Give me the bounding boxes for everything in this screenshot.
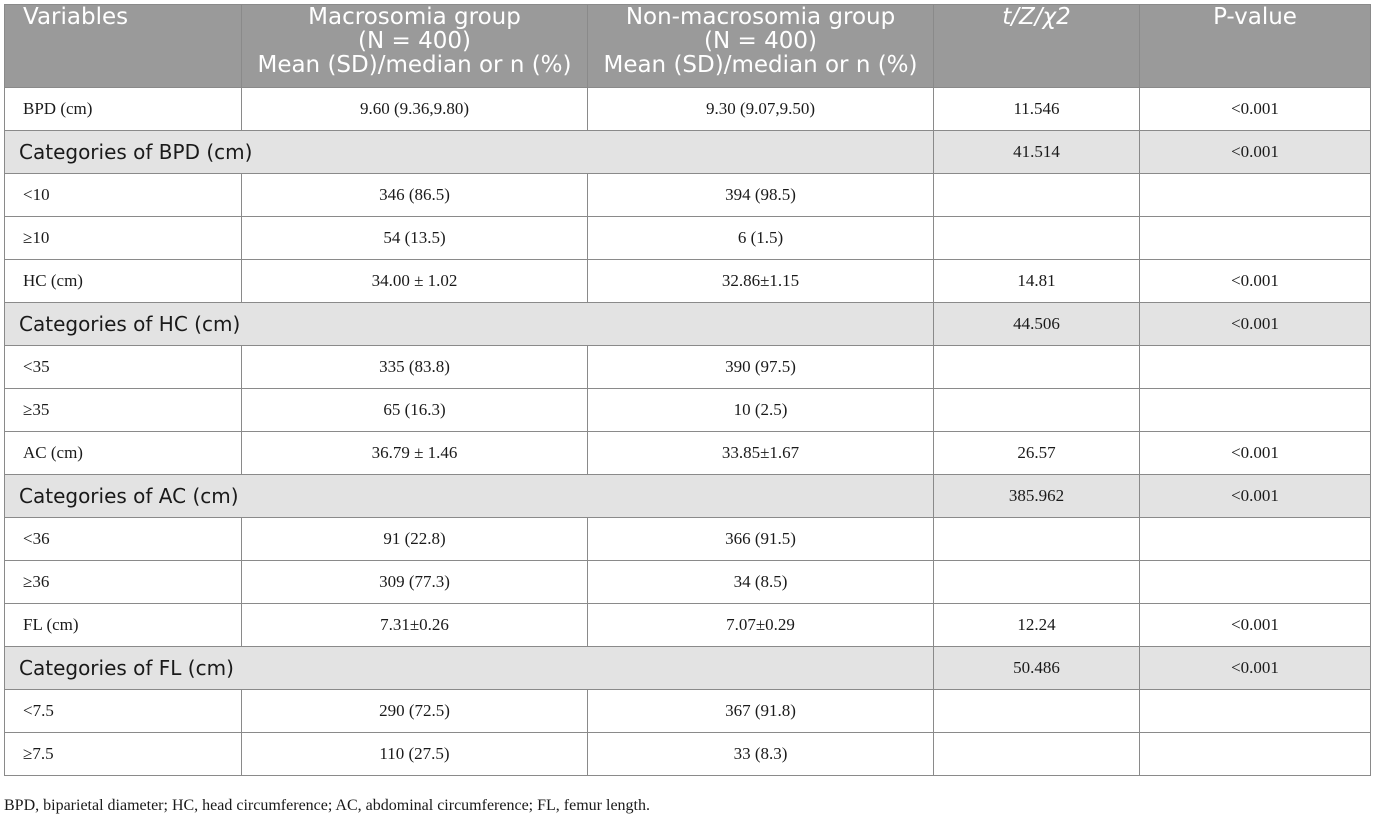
non-macrosomia-n: (N = 400)	[704, 28, 817, 54]
table-row	[5, 174, 1371, 217]
table-header	[5, 5, 1371, 88]
statistic-cell: 14.81	[934, 260, 1140, 303]
table-footnote: BPD, biparietal diameter; HC, head circumference; AC, abdominal circumference; FL, femur length.	[4, 797, 650, 814]
table-row	[5, 690, 1371, 733]
p-value-cell: <0.001	[1140, 604, 1371, 647]
non-macrosomia-cell: 9.30 (9.07,9.50)	[588, 88, 934, 131]
category-label: Categories of AC (cm)	[5, 475, 934, 518]
statistic-cell: 50.486	[934, 647, 1140, 690]
non-macrosomia-cell: 390 (97.5)	[588, 346, 934, 389]
p-value-cell	[1140, 690, 1371, 733]
macrosomia-cell: 309 (77.3)	[242, 561, 588, 604]
macrosomia-n: (N = 400)	[358, 28, 471, 54]
col-macrosomia-header	[242, 5, 588, 88]
non-macrosomia-desc: Mean (SD)/median or n (%)	[603, 52, 918, 78]
non-macrosomia-cell: 10 (2.5)	[588, 389, 934, 432]
category-label: Categories of FL (cm)	[5, 647, 934, 690]
non-macrosomia-cell: 32.86±1.15	[588, 260, 934, 303]
non-macrosomia-cell: 33 (8.3)	[588, 733, 934, 776]
macrosomia-cell: 34.00 ± 1.02	[242, 260, 588, 303]
table-row	[5, 432, 1371, 475]
statistic-cell	[934, 733, 1140, 776]
statistic-cell: 11.546	[934, 88, 1140, 131]
table-row	[5, 346, 1371, 389]
statistic-cell	[934, 518, 1140, 561]
row-label: <35	[5, 346, 242, 389]
row-label: FL (cm)	[5, 604, 242, 647]
macrosomia-desc: Mean (SD)/median or n (%)	[257, 52, 572, 78]
table-row	[5, 389, 1371, 432]
category-row	[5, 131, 1371, 174]
category-label: Categories of HC (cm)	[5, 303, 934, 346]
p-value-cell: <0.001	[1140, 432, 1371, 475]
row-label: ≥36	[5, 561, 242, 604]
row-label: HC (cm)	[5, 260, 242, 303]
non-macrosomia-cell: 366 (91.5)	[588, 518, 934, 561]
macrosomia-cell: 36.79 ± 1.46	[242, 432, 588, 475]
col-non-macrosomia-header	[588, 5, 934, 88]
p-value-cell	[1140, 174, 1371, 217]
statistic-cell	[934, 217, 1140, 260]
statistic-cell	[934, 174, 1140, 217]
row-label: ≥35	[5, 389, 242, 432]
macrosomia-cell: 9.60 (9.36,9.80)	[242, 88, 588, 131]
results-table	[4, 4, 1371, 776]
non-macrosomia-cell: 367 (91.8)	[588, 690, 934, 733]
p-value-cell: <0.001	[1140, 88, 1371, 131]
p-value-cell	[1140, 561, 1371, 604]
macrosomia-title: Macrosomia group	[308, 4, 521, 30]
non-macrosomia-title: Non-macrosomia group	[625, 4, 896, 30]
row-label: AC (cm)	[5, 432, 242, 475]
p-value-cell	[1140, 518, 1371, 561]
p-value-cell	[1140, 217, 1371, 260]
category-row	[5, 475, 1371, 518]
p-value-cell: <0.001	[1140, 260, 1371, 303]
row-label: <10	[5, 174, 242, 217]
table-row	[5, 260, 1371, 303]
category-row	[5, 647, 1371, 690]
non-macrosomia-cell: 7.07±0.29	[588, 604, 934, 647]
p-value-cell	[1140, 733, 1371, 776]
p-value-cell	[1140, 346, 1371, 389]
col-statistic-header	[934, 5, 1140, 88]
p-value-cell: <0.001	[1140, 303, 1371, 346]
row-label: <36	[5, 518, 242, 561]
statistic-cell: 41.514	[934, 131, 1140, 174]
p-value-cell: <0.001	[1140, 647, 1371, 690]
statistic-cell	[934, 346, 1140, 389]
statistic-header-text: t/Z/χ2	[1002, 4, 1071, 30]
row-label: BPD (cm)	[5, 88, 242, 131]
col-variables-header: Variables	[5, 5, 242, 88]
table-row	[5, 604, 1371, 647]
category-row	[5, 303, 1371, 346]
col-p-value-header	[1140, 5, 1371, 88]
macrosomia-cell: 346 (86.5)	[242, 174, 588, 217]
p-value-cell	[1140, 389, 1371, 432]
table-row	[5, 518, 1371, 561]
category-label: Categories of BPD (cm)	[5, 131, 934, 174]
table-row	[5, 561, 1371, 604]
macrosomia-cell: 110 (27.5)	[242, 733, 588, 776]
p-value-header-text: P-value	[1213, 4, 1297, 30]
non-macrosomia-cell: 394 (98.5)	[588, 174, 934, 217]
table-row	[5, 733, 1371, 776]
row-label: ≥10	[5, 217, 242, 260]
row-label: <7.5	[5, 690, 242, 733]
statistic-cell	[934, 389, 1140, 432]
macrosomia-cell: 7.31±0.26	[242, 604, 588, 647]
table-body	[5, 88, 1371, 776]
row-label: ≥7.5	[5, 733, 242, 776]
statistic-cell	[934, 690, 1140, 733]
statistic-cell: 12.24	[934, 604, 1140, 647]
macrosomia-cell: 290 (72.5)	[242, 690, 588, 733]
statistic-cell	[934, 561, 1140, 604]
non-macrosomia-cell: 6 (1.5)	[588, 217, 934, 260]
table-row	[5, 217, 1371, 260]
macrosomia-cell: 54 (13.5)	[242, 217, 588, 260]
table-row	[5, 88, 1371, 131]
macrosomia-cell: 91 (22.8)	[242, 518, 588, 561]
statistic-cell: 385.962	[934, 475, 1140, 518]
macrosomia-cell: 335 (83.8)	[242, 346, 588, 389]
statistic-cell: 44.506	[934, 303, 1140, 346]
non-macrosomia-cell: 34 (8.5)	[588, 561, 934, 604]
statistic-cell: 26.57	[934, 432, 1140, 475]
non-macrosomia-cell: 33.85±1.67	[588, 432, 934, 475]
macrosomia-cell: 65 (16.3)	[242, 389, 588, 432]
p-value-cell: <0.001	[1140, 131, 1371, 174]
p-value-cell: <0.001	[1140, 475, 1371, 518]
